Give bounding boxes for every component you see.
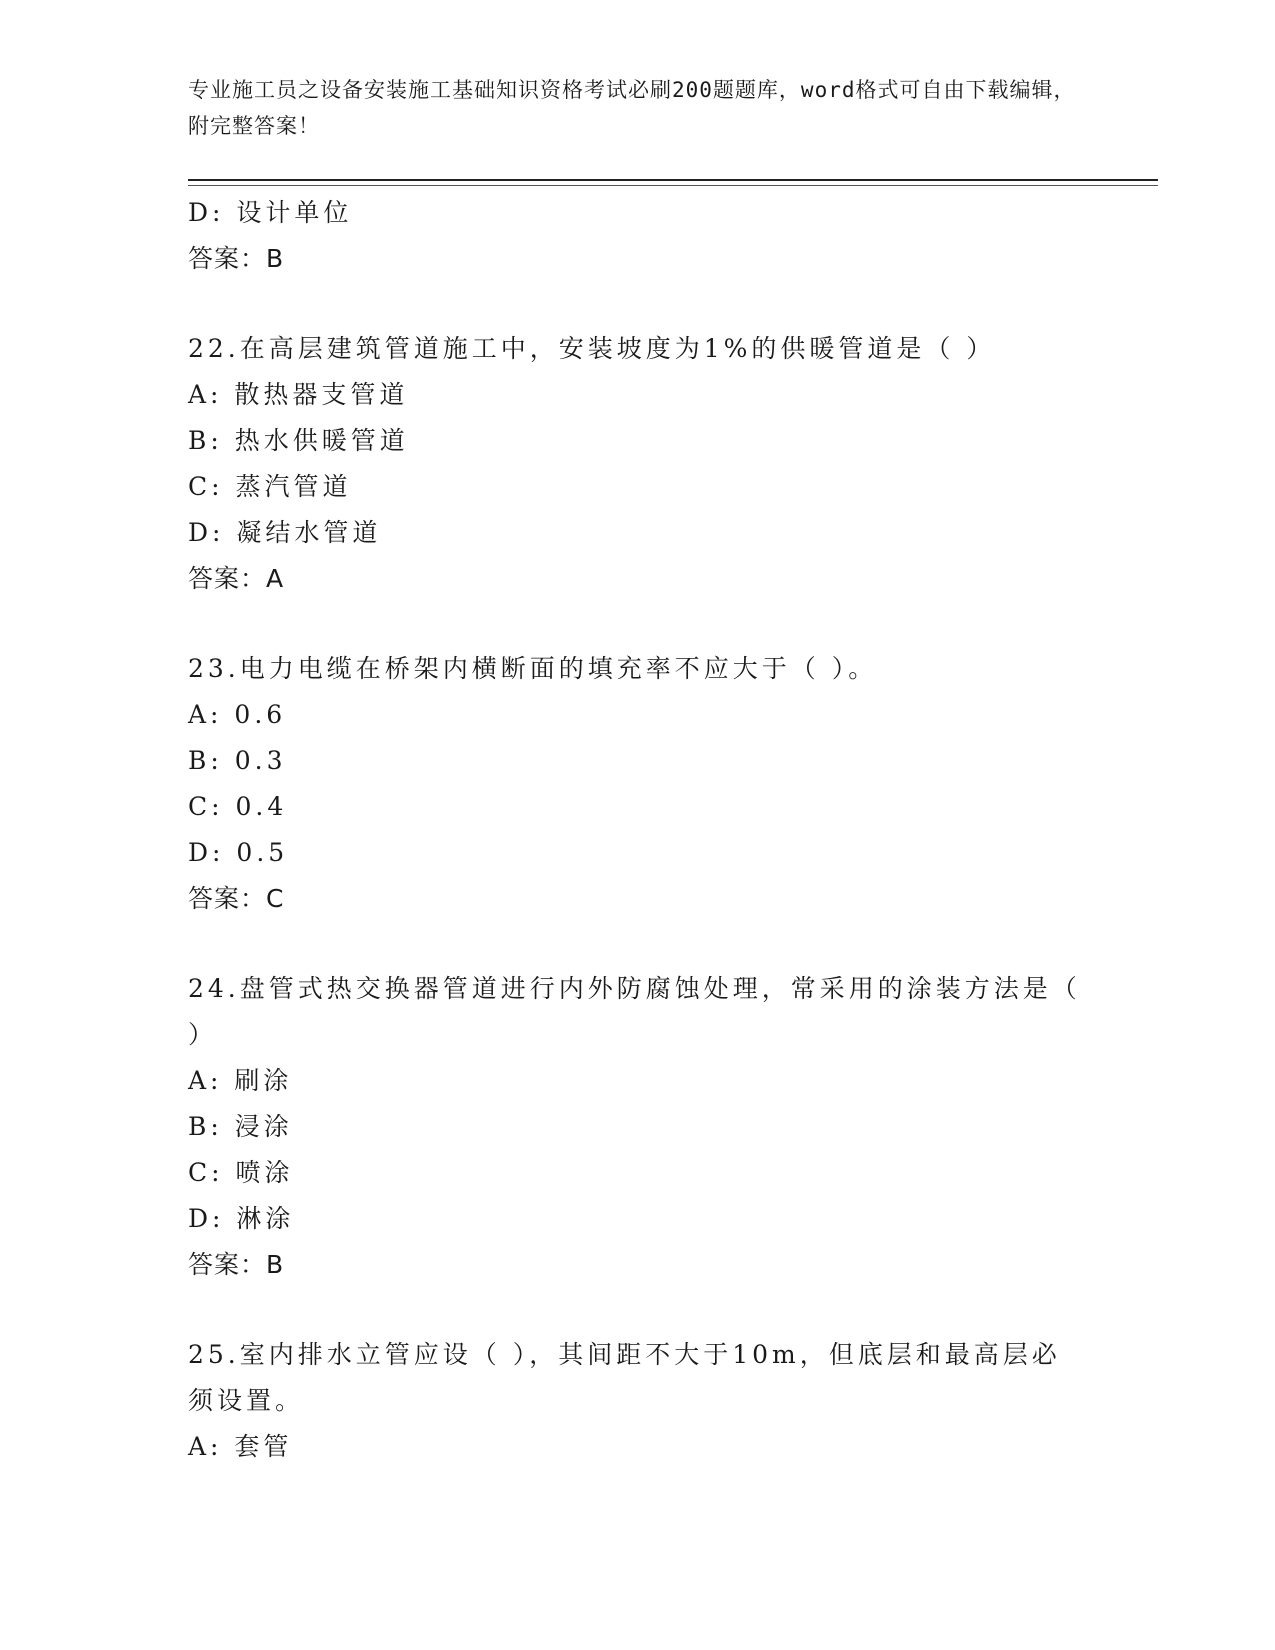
header-divider-thick bbox=[188, 179, 1158, 181]
question-24-option-a: A: 刷涂 bbox=[188, 1066, 293, 1095]
question-22-stem: 22.在高层建筑管道施工中，安装坡度为1%的供暖管道是（ ） bbox=[188, 334, 996, 363]
spacer bbox=[188, 922, 1088, 966]
question-22-option-c: C: 蒸汽管道 bbox=[188, 472, 352, 501]
question-23-answer: 答案：C bbox=[188, 884, 285, 913]
question-22-option-d: D: 凝结水管道 bbox=[188, 518, 382, 547]
question-list bbox=[188, 190, 1088, 1470]
question-22-option-a: A: 散热器支管道 bbox=[188, 380, 409, 409]
question-25-option-a: A: 套管 bbox=[188, 1432, 293, 1461]
previous-question-answer: 答案：B bbox=[188, 244, 285, 273]
question-24-option-c: C: 喷涂 bbox=[188, 1158, 294, 1187]
spacer bbox=[188, 602, 1088, 646]
previous-question-option-d: D: 设计单位 bbox=[188, 198, 353, 227]
spacer bbox=[188, 1288, 1088, 1332]
question-23-option-d: D: 0.5 bbox=[188, 838, 289, 867]
question-23-stem: 23.电力电缆在桥架内横断面的填充率不应大于（ ）。 bbox=[188, 654, 878, 683]
question-22-option-b: B: 热水供暖管道 bbox=[188, 426, 409, 455]
header-divider-thin bbox=[188, 185, 1158, 186]
question-24-stem: 24.盘管式热交换器管道进行内外防腐蚀处理，常采用的涂装方法是（ ） bbox=[188, 974, 1081, 1049]
question-22-answer: 答案：A bbox=[188, 564, 285, 593]
question-23-option-b: B: 0.3 bbox=[188, 746, 287, 775]
question-24-option-d: D: 淋涂 bbox=[188, 1204, 295, 1233]
document-header: 专业施工员之设备安装施工基础知识资格考试必刷200题题库，word格式可自由下载编辑，附完整答案！ bbox=[188, 78, 1076, 138]
question-23-option-c: C: 0.4 bbox=[188, 792, 288, 821]
question-24-answer: 答案：B bbox=[188, 1250, 285, 1279]
question-25-stem: 25.室内排水立管应设（ ），其间距不大于10m，但底层和最高层必须设置。 bbox=[188, 1340, 1061, 1415]
question-23-option-a: A: 0.6 bbox=[188, 700, 287, 729]
question-24-option-b: B: 浸涂 bbox=[188, 1112, 293, 1141]
spacer bbox=[188, 282, 1088, 326]
